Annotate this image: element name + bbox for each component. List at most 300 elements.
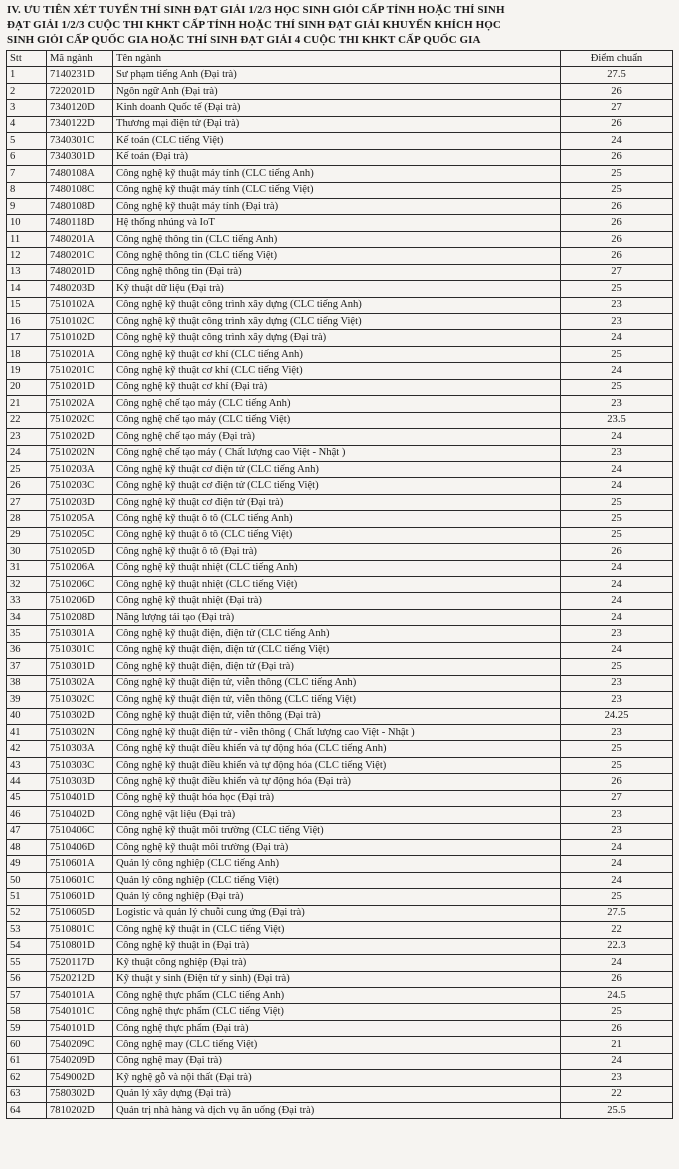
table-row [7, 182, 673, 198]
cell-cutoff-score: 22 [561, 1086, 673, 1102]
cell-stt: 5 [7, 133, 47, 149]
cell-major-code: 7549002D [47, 1070, 113, 1086]
cell-major-name: Năng lượng tái tạo (Đại trà) [113, 609, 561, 625]
cell-stt: 3 [7, 100, 47, 116]
cell-stt: 47 [7, 823, 47, 839]
cell-stt: 59 [7, 1020, 47, 1036]
cell-major-name: Công nghệ chế tạo máy ( Chất lượng cao Việt - Nhật ) [113, 445, 561, 461]
cell-major-code: 7480118D [47, 215, 113, 231]
cell-major-name: Công nghệ kỹ thuật nhiệt (CLC tiếng Việt) [113, 577, 561, 593]
cell-major-code: 7520212D [47, 971, 113, 987]
cell-major-name: Kỹ nghệ gỗ và nội thất (Đại trà) [113, 1070, 561, 1086]
cell-stt: 31 [7, 560, 47, 576]
cell-major-code: 7480201D [47, 264, 113, 280]
cell-major-code: 7480108D [47, 198, 113, 214]
table-row [7, 938, 673, 954]
cell-major-name: Công nghệ kỹ thuật in (CLC tiếng Việt) [113, 922, 561, 938]
table-row [7, 346, 673, 362]
table-row [7, 527, 673, 543]
cell-cutoff-score: 26 [561, 971, 673, 987]
admission-score-table [6, 50, 673, 1119]
cell-cutoff-score: 22 [561, 922, 673, 938]
cell-stt: 23 [7, 429, 47, 445]
table-row [7, 330, 673, 346]
cell-cutoff-score: 26 [561, 248, 673, 264]
cell-major-code: 7510205C [47, 527, 113, 543]
cell-major-name: Công nghệ kỹ thuật điện tử - viễn thông ( Chất lượng cao Việt - Nhật ) [113, 724, 561, 740]
table-row [7, 429, 673, 445]
cell-major-name: Công nghệ kỹ thuật công trình xây dựng (CLC tiếng Việt) [113, 314, 561, 330]
cell-cutoff-score: 23 [561, 314, 673, 330]
cell-major-code: 7510202N [47, 445, 113, 461]
cell-cutoff-score: 27 [561, 264, 673, 280]
cell-major-code: 7510203D [47, 494, 113, 510]
table-row [7, 626, 673, 642]
cell-major-name: Công nghệ kỹ thuật máy tính (CLC tiếng Anh) [113, 166, 561, 182]
cell-cutoff-score: 24 [561, 577, 673, 593]
cell-cutoff-score: 24 [561, 609, 673, 625]
cell-major-code: 7510202C [47, 412, 113, 428]
cell-major-code: 7510303D [47, 774, 113, 790]
cell-major-code: 7340301D [47, 149, 113, 165]
cell-cutoff-score: 24 [561, 330, 673, 346]
table-row [7, 133, 673, 149]
table-row [7, 363, 673, 379]
cell-cutoff-score: 24 [561, 363, 673, 379]
table-row [7, 1103, 673, 1119]
cell-stt: 48 [7, 840, 47, 856]
cell-major-code: 7540209C [47, 1037, 113, 1053]
cell-major-name: Công nghệ kỹ thuật cơ khí (CLC tiếng Việt) [113, 363, 561, 379]
cell-cutoff-score: 21 [561, 1037, 673, 1053]
cell-major-code: 7510202A [47, 396, 113, 412]
cell-stt: 39 [7, 692, 47, 708]
cell-major-code: 7510302N [47, 724, 113, 740]
table-row [7, 889, 673, 905]
cell-cutoff-score: 24 [561, 856, 673, 872]
cell-cutoff-score: 26 [561, 83, 673, 99]
cell-major-code: 7510301C [47, 642, 113, 658]
cell-cutoff-score: 24 [561, 642, 673, 658]
cell-stt: 29 [7, 527, 47, 543]
cell-cutoff-score: 23 [561, 675, 673, 691]
cell-stt: 37 [7, 659, 47, 675]
cell-major-code: 7510301D [47, 659, 113, 675]
cell-major-name: Công nghệ kỹ thuật cơ điện tử (CLC tiếng Việt) [113, 478, 561, 494]
cell-major-name: Kỹ thuật y sinh (Điện tử y sinh) (Đại trà) [113, 971, 561, 987]
cell-major-name: Công nghệ kỹ thuật công trình xây dựng (CLC tiếng Anh) [113, 297, 561, 313]
cell-stt: 7 [7, 166, 47, 182]
cell-major-code: 7510406D [47, 840, 113, 856]
cell-cutoff-score: 23 [561, 626, 673, 642]
cell-stt: 4 [7, 116, 47, 132]
cell-major-code: 7510202D [47, 429, 113, 445]
cell-cutoff-score: 23 [561, 445, 673, 461]
cell-major-code: 7510302C [47, 692, 113, 708]
table-row [7, 724, 673, 740]
header-stt: Stt [7, 51, 47, 67]
cell-stt: 2 [7, 83, 47, 99]
cell-major-code: 7510302A [47, 675, 113, 691]
cell-major-code: 7810202D [47, 1103, 113, 1119]
cell-major-code: 7340122D [47, 116, 113, 132]
cell-major-name: Công nghệ kỹ thuật môi trường (Đại trà) [113, 840, 561, 856]
cell-stt: 8 [7, 182, 47, 198]
table-row [7, 100, 673, 116]
header-major-name: Tên ngành [113, 51, 561, 67]
cell-cutoff-score: 25 [561, 281, 673, 297]
cell-stt: 14 [7, 281, 47, 297]
cell-major-code: 7540101C [47, 1004, 113, 1020]
cell-cutoff-score: 25 [561, 527, 673, 543]
heading-line-1: IV. ƯU TIÊN XÉT TUYỂN THÍ SINH ĐẠT GIẢI 1/2/3 HỌC SINH GIỎI CẤP TỈNH HOẶC THÍ SINH [7, 4, 505, 16]
table-row [7, 774, 673, 790]
cell-major-code: 7510102A [47, 297, 113, 313]
cell-major-code: 7510303C [47, 757, 113, 773]
cell-stt: 16 [7, 314, 47, 330]
cell-major-name: Logistic và quản lý chuỗi cung ứng (Đại trà) [113, 905, 561, 921]
cell-major-name: Công nghệ kỹ thuật điện, điện tử (CLC tiếng Anh) [113, 626, 561, 642]
table-row [7, 609, 673, 625]
table-row [7, 149, 673, 165]
cell-major-name: Kế toán (CLC tiếng Việt) [113, 133, 561, 149]
cell-major-name: Quản trị nhà hàng và dịch vụ ăn uống (Đại trà) [113, 1103, 561, 1119]
cell-stt: 56 [7, 971, 47, 987]
cell-stt: 24 [7, 445, 47, 461]
cell-stt: 41 [7, 724, 47, 740]
table-row [7, 116, 673, 132]
cell-stt: 26 [7, 478, 47, 494]
cell-cutoff-score: 22.3 [561, 938, 673, 954]
cell-stt: 53 [7, 922, 47, 938]
cell-major-name: Kế toán (Đại trà) [113, 149, 561, 165]
table-row [7, 577, 673, 593]
cell-major-name: Quản lý công nghiệp (CLC tiếng Anh) [113, 856, 561, 872]
cell-major-code: 7510601C [47, 872, 113, 888]
cell-cutoff-score: 25.5 [561, 1103, 673, 1119]
cell-stt: 50 [7, 872, 47, 888]
table-row [7, 823, 673, 839]
cell-major-name: Quản lý công nghiệp (Đại trà) [113, 889, 561, 905]
cell-major-name: Công nghệ thực phẩm (CLC tiếng Anh) [113, 987, 561, 1003]
cell-major-code: 7140231D [47, 67, 113, 83]
cell-cutoff-score: 26 [561, 1020, 673, 1036]
cell-stt: 36 [7, 642, 47, 658]
table-row [7, 1086, 673, 1102]
cell-major-code: 7520117D [47, 955, 113, 971]
cell-major-code: 7510203C [47, 478, 113, 494]
header-major-code: Mã ngành [47, 51, 113, 67]
cell-stt: 9 [7, 198, 47, 214]
cell-major-code: 7510601A [47, 856, 113, 872]
cell-stt: 10 [7, 215, 47, 231]
cell-major-name: Công nghệ chế tạo máy (Đại trà) [113, 429, 561, 445]
cell-cutoff-score: 26 [561, 215, 673, 231]
cell-cutoff-score: 23 [561, 724, 673, 740]
cell-cutoff-score: 24 [561, 461, 673, 477]
cell-major-code: 7510301A [47, 626, 113, 642]
cell-cutoff-score: 23 [561, 1070, 673, 1086]
cell-major-name: Công nghệ kỹ thuật ô tô (Đại trà) [113, 544, 561, 560]
cell-stt: 28 [7, 511, 47, 527]
cell-stt: 46 [7, 807, 47, 823]
cell-major-code: 7480108C [47, 182, 113, 198]
cell-cutoff-score: 26 [561, 774, 673, 790]
cell-major-name: Quản lý công nghiệp (CLC tiếng Việt) [113, 872, 561, 888]
table-row [7, 807, 673, 823]
cell-major-name: Công nghệ kỹ thuật môi trường (CLC tiếng Việt) [113, 823, 561, 839]
cell-cutoff-score: 26 [561, 544, 673, 560]
cell-major-name: Công nghệ thực phẩm (Đại trà) [113, 1020, 561, 1036]
header-cutoff-score: Điểm chuẩn [561, 51, 673, 67]
cell-stt: 13 [7, 264, 47, 280]
cell-cutoff-score: 24.5 [561, 987, 673, 1003]
cell-cutoff-score: 24 [561, 840, 673, 856]
table-row [7, 297, 673, 313]
cell-major-name: Công nghệ thực phẩm (CLC tiếng Việt) [113, 1004, 561, 1020]
cell-major-code: 7480108A [47, 166, 113, 182]
table-row [7, 379, 673, 395]
cell-cutoff-score: 25 [561, 757, 673, 773]
table-row [7, 396, 673, 412]
cell-major-code: 7480201C [47, 248, 113, 264]
cell-stt: 63 [7, 1086, 47, 1102]
cell-major-name: Công nghệ thông tin (CLC tiếng Anh) [113, 231, 561, 247]
cell-cutoff-score: 26 [561, 149, 673, 165]
table-row [7, 955, 673, 971]
cell-stt: 64 [7, 1103, 47, 1119]
cell-stt: 30 [7, 544, 47, 560]
cell-stt: 38 [7, 675, 47, 691]
table-row [7, 511, 673, 527]
heading-line-3: SINH GIỎI CẤP QUỐC GIA HOẶC THÍ SINH ĐẠT GIẢI 4 CUỘC THI KHKT CẤP QUỐC GIA [7, 34, 481, 46]
cell-cutoff-score: 24 [561, 955, 673, 971]
cell-major-name: Hệ thống nhúng và IoT [113, 215, 561, 231]
cell-major-code: 7510206C [47, 577, 113, 593]
cell-cutoff-score: 25 [561, 182, 673, 198]
table-row [7, 264, 673, 280]
cell-major-code: 7510205D [47, 544, 113, 560]
table-row [7, 905, 673, 921]
table-row [7, 642, 673, 658]
cell-major-code: 7540209D [47, 1053, 113, 1069]
cell-major-name: Công nghệ kỹ thuật điều khiển và tự động hóa (Đại trà) [113, 774, 561, 790]
cell-cutoff-score: 24 [561, 593, 673, 609]
cell-stt: 34 [7, 609, 47, 625]
cell-major-name: Công nghệ may (Đại trà) [113, 1053, 561, 1069]
cell-stt: 19 [7, 363, 47, 379]
cell-cutoff-score: 23 [561, 823, 673, 839]
table-body [7, 67, 673, 1119]
cell-major-name: Công nghệ kỹ thuật ô tô (CLC tiếng Việt) [113, 527, 561, 543]
cell-stt: 60 [7, 1037, 47, 1053]
cell-major-name: Công nghệ kỹ thuật máy tính (Đại trà) [113, 198, 561, 214]
cell-stt: 22 [7, 412, 47, 428]
cell-major-code: 7510203A [47, 461, 113, 477]
cell-major-code: 7510205A [47, 511, 113, 527]
cell-stt: 33 [7, 593, 47, 609]
cell-major-code: 7510601D [47, 889, 113, 905]
cell-major-name: Công nghệ kỹ thuật cơ khí (Đại trà) [113, 379, 561, 395]
cell-major-code: 7480203D [47, 281, 113, 297]
cell-cutoff-score: 25 [561, 379, 673, 395]
cell-major-name: Công nghệ kỹ thuật nhiệt (Đại trà) [113, 593, 561, 609]
table-row [7, 987, 673, 1003]
cell-major-name: Công nghệ kỹ thuật hóa học (Đại trà) [113, 790, 561, 806]
cell-stt: 58 [7, 1004, 47, 1020]
cell-major-code: 7510402D [47, 807, 113, 823]
cell-cutoff-score: 24 [561, 478, 673, 494]
table-row [7, 659, 673, 675]
section-heading [7, 3, 673, 48]
cell-cutoff-score: 25 [561, 741, 673, 757]
table-row [7, 231, 673, 247]
cell-major-name: Công nghệ may (CLC tiếng Việt) [113, 1037, 561, 1053]
table-row [7, 692, 673, 708]
cell-cutoff-score: 23.5 [561, 412, 673, 428]
cell-major-name: Công nghệ kỹ thuật nhiệt (CLC tiếng Anh) [113, 560, 561, 576]
cell-major-name: Công nghệ kỹ thuật cơ khí (CLC tiếng Anh) [113, 346, 561, 362]
table-row [7, 1037, 673, 1053]
cell-major-name: Công nghệ kỹ thuật điện tử, viễn thông (Đại trà) [113, 708, 561, 724]
cell-cutoff-score: 25 [561, 166, 673, 182]
cell-stt: 51 [7, 889, 47, 905]
cell-major-code: 7510302D [47, 708, 113, 724]
table-row [7, 1070, 673, 1086]
cell-stt: 27 [7, 494, 47, 510]
cell-major-code: 7220201D [47, 83, 113, 99]
cell-major-code: 7510801C [47, 922, 113, 938]
cell-major-code: 7540101A [47, 987, 113, 1003]
cell-major-code: 7340120D [47, 100, 113, 116]
cell-stt: 57 [7, 987, 47, 1003]
table-row [7, 840, 673, 856]
cell-stt: 12 [7, 248, 47, 264]
cell-major-name: Thương mại điện tử (Đại trà) [113, 116, 561, 132]
cell-stt: 1 [7, 67, 47, 83]
cell-cutoff-score: 25 [561, 494, 673, 510]
cell-major-code: 7510208D [47, 609, 113, 625]
table-row [7, 166, 673, 182]
table-row [7, 1053, 673, 1069]
cell-major-code: 7580302D [47, 1086, 113, 1102]
cell-major-code: 7540101D [47, 1020, 113, 1036]
table-row [7, 478, 673, 494]
cell-major-name: Công nghệ kỹ thuật ô tô (CLC tiếng Anh) [113, 511, 561, 527]
cell-major-code: 7510201A [47, 346, 113, 362]
table-row [7, 67, 673, 83]
cell-major-code: 7480201A [47, 231, 113, 247]
table-row [7, 1004, 673, 1020]
cell-stt: 17 [7, 330, 47, 346]
cell-stt: 40 [7, 708, 47, 724]
cell-major-name: Kinh doanh Quốc tế (Đại trà) [113, 100, 561, 116]
cell-major-name: Công nghệ kỹ thuật công trình xây dựng (Đại trà) [113, 330, 561, 346]
cell-major-name: Sư phạm tiếng Anh (Đại trà) [113, 67, 561, 83]
cell-cutoff-score: 25 [561, 659, 673, 675]
cell-cutoff-score: 25 [561, 1004, 673, 1020]
cell-major-name: Ngôn ngữ Anh (Đại trà) [113, 83, 561, 99]
cell-major-name: Công nghệ thông tin (Đại trà) [113, 264, 561, 280]
cell-stt: 62 [7, 1070, 47, 1086]
cell-major-code: 7510206A [47, 560, 113, 576]
cell-major-name: Công nghệ kỹ thuật in (Đại trà) [113, 938, 561, 954]
cell-stt: 42 [7, 741, 47, 757]
cell-major-code: 7510303A [47, 741, 113, 757]
cell-major-name: Công nghệ kỹ thuật điện, điện tử (CLC tiếng Việt) [113, 642, 561, 658]
cell-cutoff-score: 27 [561, 790, 673, 806]
cell-major-code: 7340301C [47, 133, 113, 149]
table-row [7, 215, 673, 231]
cell-major-name: Công nghệ kỹ thuật điện tử, viễn thông (CLC tiếng Việt) [113, 692, 561, 708]
cell-stt: 18 [7, 346, 47, 362]
cell-cutoff-score: 24 [561, 429, 673, 445]
cell-major-code: 7510201C [47, 363, 113, 379]
cell-cutoff-score: 24 [561, 560, 673, 576]
table-row [7, 593, 673, 609]
table-row [7, 281, 673, 297]
cell-stt: 25 [7, 461, 47, 477]
cell-major-code: 7510102D [47, 330, 113, 346]
table-row [7, 790, 673, 806]
cell-stt: 21 [7, 396, 47, 412]
cell-major-name: Công nghệ vật liệu (Đại trà) [113, 807, 561, 823]
cell-stt: 52 [7, 905, 47, 921]
cell-major-name: Công nghệ kỹ thuật điện, điện tử (Đại trà) [113, 659, 561, 675]
cell-stt: 54 [7, 938, 47, 954]
table-row [7, 314, 673, 330]
cell-cutoff-score: 27 [561, 100, 673, 116]
cell-stt: 35 [7, 626, 47, 642]
table-header-row [7, 51, 673, 67]
cell-stt: 6 [7, 149, 47, 165]
table-row [7, 83, 673, 99]
cell-major-name: Công nghệ thông tin (CLC tiếng Việt) [113, 248, 561, 264]
table-row [7, 1020, 673, 1036]
table-row [7, 198, 673, 214]
cell-major-name: Công nghệ kỹ thuật cơ điện tử (Đại trà) [113, 494, 561, 510]
cell-major-code: 7510406C [47, 823, 113, 839]
table-row [7, 544, 673, 560]
cell-major-name: Công nghệ kỹ thuật điện tử, viễn thông (CLC tiếng Anh) [113, 675, 561, 691]
cell-stt: 61 [7, 1053, 47, 1069]
cell-cutoff-score: 25 [561, 511, 673, 527]
cell-stt: 55 [7, 955, 47, 971]
cell-cutoff-score: 26 [561, 116, 673, 132]
cell-cutoff-score: 25 [561, 889, 673, 905]
table-row [7, 494, 673, 510]
cell-major-name: Công nghệ chế tạo máy (CLC tiếng Anh) [113, 396, 561, 412]
cell-major-code: 7510801D [47, 938, 113, 954]
table-row [7, 757, 673, 773]
cell-major-name: Công nghệ kỹ thuật máy tính (CLC tiếng Việt) [113, 182, 561, 198]
cell-major-code: 7510206D [47, 593, 113, 609]
cell-cutoff-score: 27.5 [561, 905, 673, 921]
table-row [7, 560, 673, 576]
cell-major-name: Kỹ thuật dữ liệu (Đại trà) [113, 281, 561, 297]
cell-stt: 44 [7, 774, 47, 790]
cell-stt: 20 [7, 379, 47, 395]
cell-cutoff-score: 25 [561, 346, 673, 362]
cell-stt: 45 [7, 790, 47, 806]
table-row [7, 461, 673, 477]
cell-major-name: Kỹ thuật công nghiệp (Đại trà) [113, 955, 561, 971]
cell-cutoff-score: 24.25 [561, 708, 673, 724]
table-row [7, 412, 673, 428]
table-row [7, 445, 673, 461]
table-row [7, 922, 673, 938]
table-row [7, 675, 673, 691]
